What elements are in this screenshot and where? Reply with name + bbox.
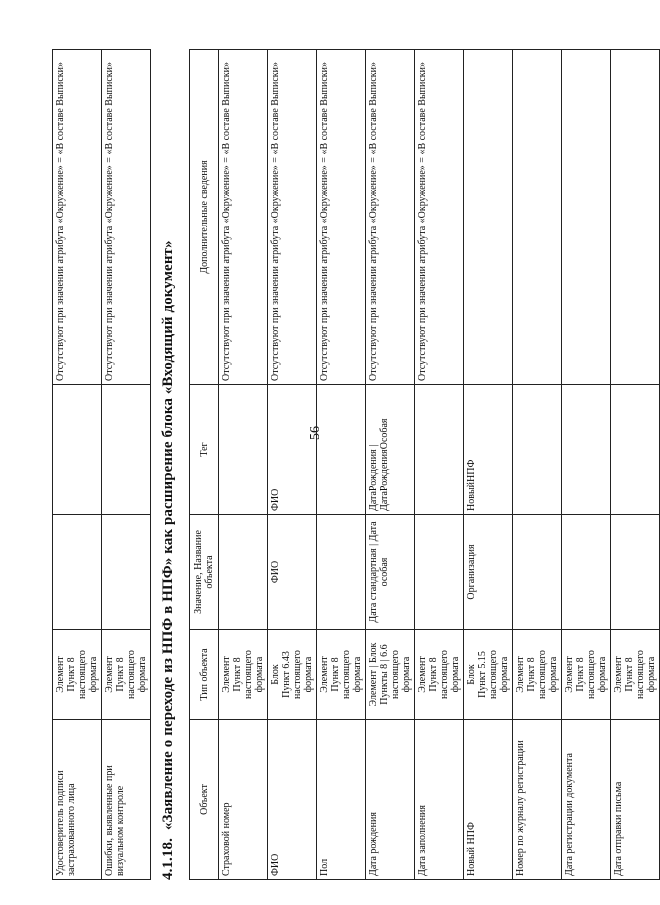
value-cell xyxy=(317,515,366,630)
tag-cell xyxy=(53,385,102,515)
object-cell: Дата заполнения xyxy=(415,720,464,880)
table-row xyxy=(317,50,366,880)
type-cell: Блок Пункт 6.43 настоящего формата xyxy=(268,630,317,720)
section-heading xyxy=(160,240,177,880)
tag-cell xyxy=(415,385,464,515)
info-cell: Отсутствуют при значении атрибута «Окружение» = «В составе Выписки» xyxy=(219,50,268,385)
object-cell: Дата отправки письма xyxy=(611,720,660,880)
tag-cell xyxy=(102,385,151,515)
info-cell xyxy=(464,50,513,385)
table-row xyxy=(268,50,317,880)
table-row xyxy=(102,50,151,880)
table-row xyxy=(219,50,268,880)
type-cell: Элемент Пункт 8 настоящего формата xyxy=(513,630,562,720)
value-cell xyxy=(219,515,268,630)
info-cell: Отсутствуют при значении атрибута «Окружение» = «В составе Выписки» xyxy=(102,50,151,385)
section-title: «Заявление о переходе из НПФ в НПФ» как расширение блока «Входящий документ» xyxy=(160,240,176,831)
object-cell: Страховой номер xyxy=(219,720,268,880)
info-cell xyxy=(513,50,562,385)
value-cell xyxy=(102,515,151,630)
rotated-page-content xyxy=(52,20,657,885)
table-row xyxy=(611,50,660,880)
objects-table xyxy=(189,49,660,880)
value-cell: ФИО xyxy=(268,515,317,630)
header-tag: Тег xyxy=(190,385,219,515)
tag-cell: ДатаРождения | ДатаРожденияОсобая xyxy=(366,385,415,515)
table-row xyxy=(513,50,562,880)
info-cell: Отсутствуют при значении атрибута «Окружение» = «В составе Выписки» xyxy=(317,50,366,385)
type-cell: Блок Пункт 5.15 настоящего формата xyxy=(464,630,513,720)
type-cell: Элемент Пункт 8 настоящего формата xyxy=(562,630,611,720)
type-cell: Элемент Пункт 8 настоящего формата xyxy=(219,630,268,720)
tag-cell: ФИО xyxy=(268,385,317,515)
info-cell: Отсутствуют при значении атрибута «Окружение» = «В составе Выписки» xyxy=(268,50,317,385)
type-cell: Элемент Пункт 8 настоящего формата xyxy=(415,630,464,720)
type-cell: Элемент Пункт 8 настоящего формата xyxy=(102,630,151,720)
info-cell xyxy=(611,50,660,385)
table-row xyxy=(53,50,102,880)
value-cell xyxy=(562,515,611,630)
object-cell: Дата рождения xyxy=(366,720,415,880)
value-cell xyxy=(611,515,660,630)
tag-cell xyxy=(219,385,268,515)
section-number: 4.1.18. xyxy=(160,838,176,880)
object-cell: Ошибки, выявленные при визуальном контроле xyxy=(102,720,151,880)
table-row xyxy=(562,50,611,880)
object-cell: Новый НПФ xyxy=(464,720,513,880)
value-cell xyxy=(513,515,562,630)
table-row xyxy=(464,50,513,880)
tag-cell xyxy=(513,385,562,515)
object-cell: ФИО xyxy=(268,720,317,880)
table-row xyxy=(366,50,415,880)
value-cell xyxy=(415,515,464,630)
value-cell xyxy=(53,515,102,630)
tag-cell xyxy=(562,385,611,515)
type-cell: Элемент Пункт 8 настоящего формата xyxy=(317,630,366,720)
header-value: Значение, Название объекта xyxy=(190,515,219,630)
table-row xyxy=(415,50,464,880)
header-info: Дополнительные сведения xyxy=(190,50,219,385)
value-cell: Организация xyxy=(464,515,513,630)
tag-cell xyxy=(611,385,660,515)
table-header-row xyxy=(190,50,219,880)
value-cell: Дата стандартная | Дата особая xyxy=(366,515,415,630)
tag-cell: НовыйНПФ xyxy=(464,385,513,515)
type-cell: Элемент Пункт 8 настоящего формата xyxy=(53,630,102,720)
object-cell: Дата регистрации документа xyxy=(562,720,611,880)
top-continuation-table xyxy=(52,49,151,880)
tag-cell xyxy=(317,385,366,515)
type-cell: Элемент Пункт 8 настоящего формата xyxy=(611,630,660,720)
object-cell: Удостоверитель подписи застрахованного лица xyxy=(53,720,102,880)
info-cell: Отсутствуют при значении атрибута «Окружение» = «В составе Выписки» xyxy=(53,50,102,385)
info-cell: Отсутствуют при значении атрибута «Окружение» = «В составе Выписки» xyxy=(415,50,464,385)
type-cell: Элемент | Блок Пункты 8 | 6.6 настоящего формата xyxy=(366,630,415,720)
header-type: Тип объекта xyxy=(190,630,219,720)
page-number: 56 xyxy=(308,426,323,440)
object-cell: Номер по журналу регистрации xyxy=(513,720,562,880)
info-cell xyxy=(562,50,611,385)
info-cell: Отсутствуют при значении атрибута «Окружение» = «В составе Выписки» xyxy=(366,50,415,385)
object-cell: Пол xyxy=(317,720,366,880)
header-object: Объект xyxy=(190,720,219,880)
